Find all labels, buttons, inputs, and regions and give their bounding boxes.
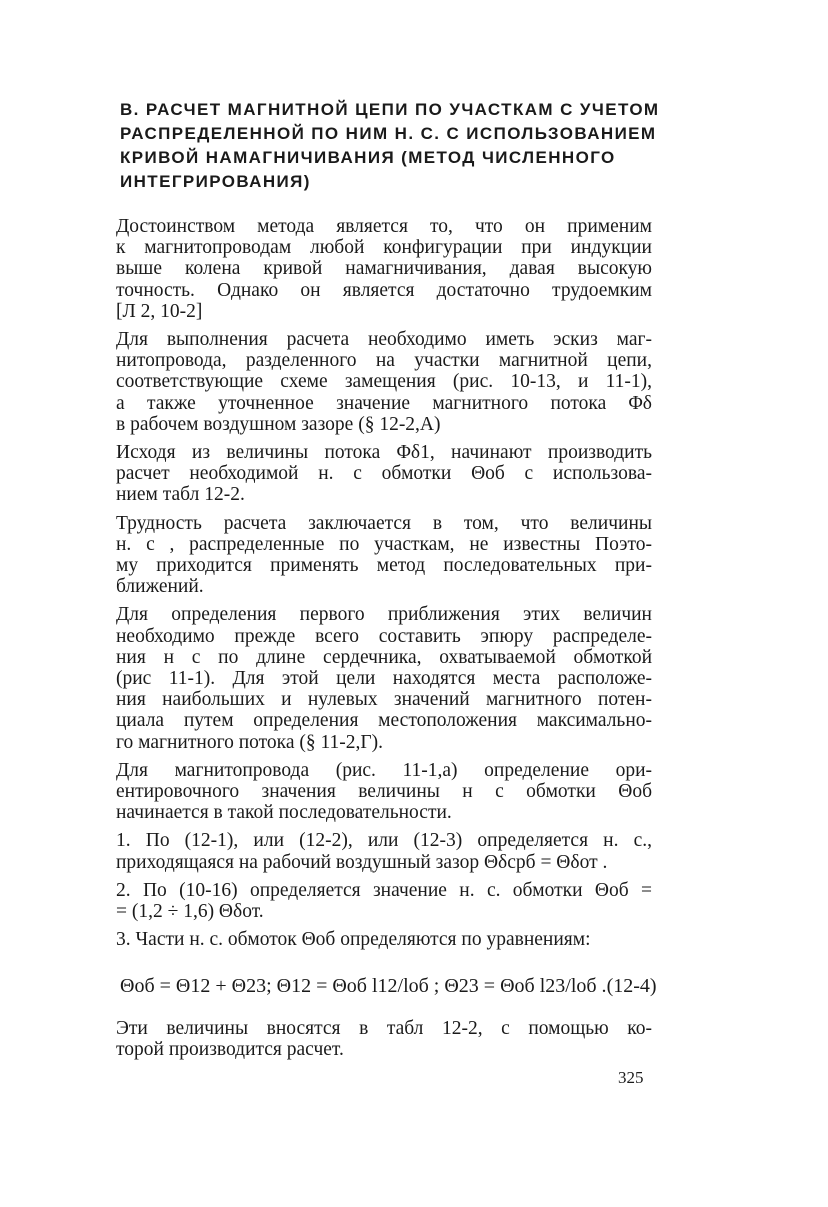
- paragraph: [116, 830, 652, 872]
- heading-line: КРИВОЙ НАМАГНИЧИВАНИЯ (МЕТОД ЧИСЛЕННОГО: [120, 148, 616, 167]
- text-line: ближений.: [116, 576, 204, 598]
- text-line: выше колена кривой намагничивания, давая высокую: [116, 258, 652, 280]
- text-line: 3. Части н. с. обмоток Θоб определяются по уравнениям:: [116, 929, 591, 951]
- text-line: Исходя из величины потока Φδ1, начинают производить: [116, 442, 652, 464]
- text-line: необходимо прежде всего составить эпюру распределе-: [116, 625, 652, 647]
- paragraph: [116, 329, 652, 435]
- text-line: ния н с по длине сердечника, охватываемой обмоткой: [116, 646, 652, 668]
- section-heading: [120, 98, 680, 194]
- text-line: 2. По (10-16) определяется значение н. с. обмотки Θоб =: [116, 879, 652, 901]
- text-line: му приходится применять метод последовательных при-: [116, 555, 652, 577]
- text-line: торой производится расчет.: [116, 1039, 344, 1061]
- text-line: циала путем определения местоположения максимально-: [116, 710, 652, 732]
- heading-line: ИНТЕГРИРОВАНИЯ): [120, 172, 311, 191]
- text-line: в рабочем воздушном зазоре (§ 12-2,А): [116, 413, 441, 435]
- paragraph: [116, 513, 652, 598]
- paragraph: [116, 929, 652, 950]
- heading-line: В. РАСЧЕТ МАГНИТНОЙ ЦЕПИ ПО УЧАСТКАМ С УЧЕТОМ: [120, 100, 660, 119]
- equation-12-4: [120, 972, 657, 1000]
- paragraph: [116, 216, 652, 322]
- text-line: расчет необходимой н. с обмотки Θоб с использова-: [116, 463, 652, 485]
- equation-number: (12-4): [606, 975, 657, 997]
- body-text: [116, 216, 652, 958]
- text-line: Достоинством метода является то, что он применим: [116, 216, 652, 237]
- text-line: начинается в такой последовательности.: [116, 802, 452, 824]
- text-line: нием табл 12-2.: [116, 484, 245, 506]
- text-line: точность. Однако он является достаточно трудоемким: [116, 279, 652, 301]
- text-line: Трудность расчета заключается в том, что величины: [116, 512, 652, 534]
- text-line: к магнитопроводам любой конфигурации при индукции: [116, 237, 652, 259]
- paragraph: [116, 442, 652, 506]
- closing-paragraph: [116, 1018, 652, 1060]
- text-line: Для магнитопровода (рис. 11-1,а) определение ори-: [116, 759, 652, 781]
- text-line: = (1,2 ÷ 1,6) Θδот.: [116, 901, 264, 923]
- text-line: ентировочного значения величины н с обмотки Θоб: [116, 781, 652, 803]
- text-line: приходящаяся на рабочий воздушный зазор Θδсрб = Θδот .: [116, 851, 608, 873]
- text-line: 1. По (12-1), или (12-2), или (12-3) определяется н. с.,: [116, 830, 652, 852]
- text-line: (рис 11-1). Для этой цели находятся места расположе-: [116, 668, 652, 690]
- text-line: Для определения первого приближения этих величин: [116, 604, 652, 626]
- equation-expression: Θоб = Θ12 + Θ23; Θ12 = Θоб l12/lоб ; Θ23 = Θоб l23/lоб .: [120, 975, 607, 997]
- paragraph: [116, 880, 652, 922]
- text-line: Для выполнения расчета необходимо иметь эскиз маг-: [116, 329, 652, 351]
- heading-line: РАСПРЕДЕЛЕННОЙ ПО НИМ Н. С. С ИСПОЛЬЗОВАНИЕМ: [120, 124, 657, 143]
- text-line: ния наибольших и нулевых значений магнитного потен-: [116, 689, 652, 711]
- page-number: 325: [618, 1068, 644, 1087]
- text-line: нитопровода, разделенного на участки магнитной цепи,: [116, 350, 652, 372]
- text-line: а также уточненное значение магнитного потока Φδ: [116, 392, 652, 414]
- text-line: Эти величины вносятся в табл 12-2, с помощью ко-: [116, 1018, 652, 1039]
- paragraph: [116, 604, 652, 752]
- text-line: н. с , распределенные по участкам, не известны Поэто-: [116, 533, 652, 555]
- text-line: го магнитного потока (§ 11-2,Г).: [116, 731, 384, 753]
- text-line: [Л 2, 10-2]: [116, 300, 203, 322]
- paragraph: [116, 760, 652, 824]
- text-line: соответствующие схеме замещения (рис. 10-13, и 11-1),: [116, 371, 652, 393]
